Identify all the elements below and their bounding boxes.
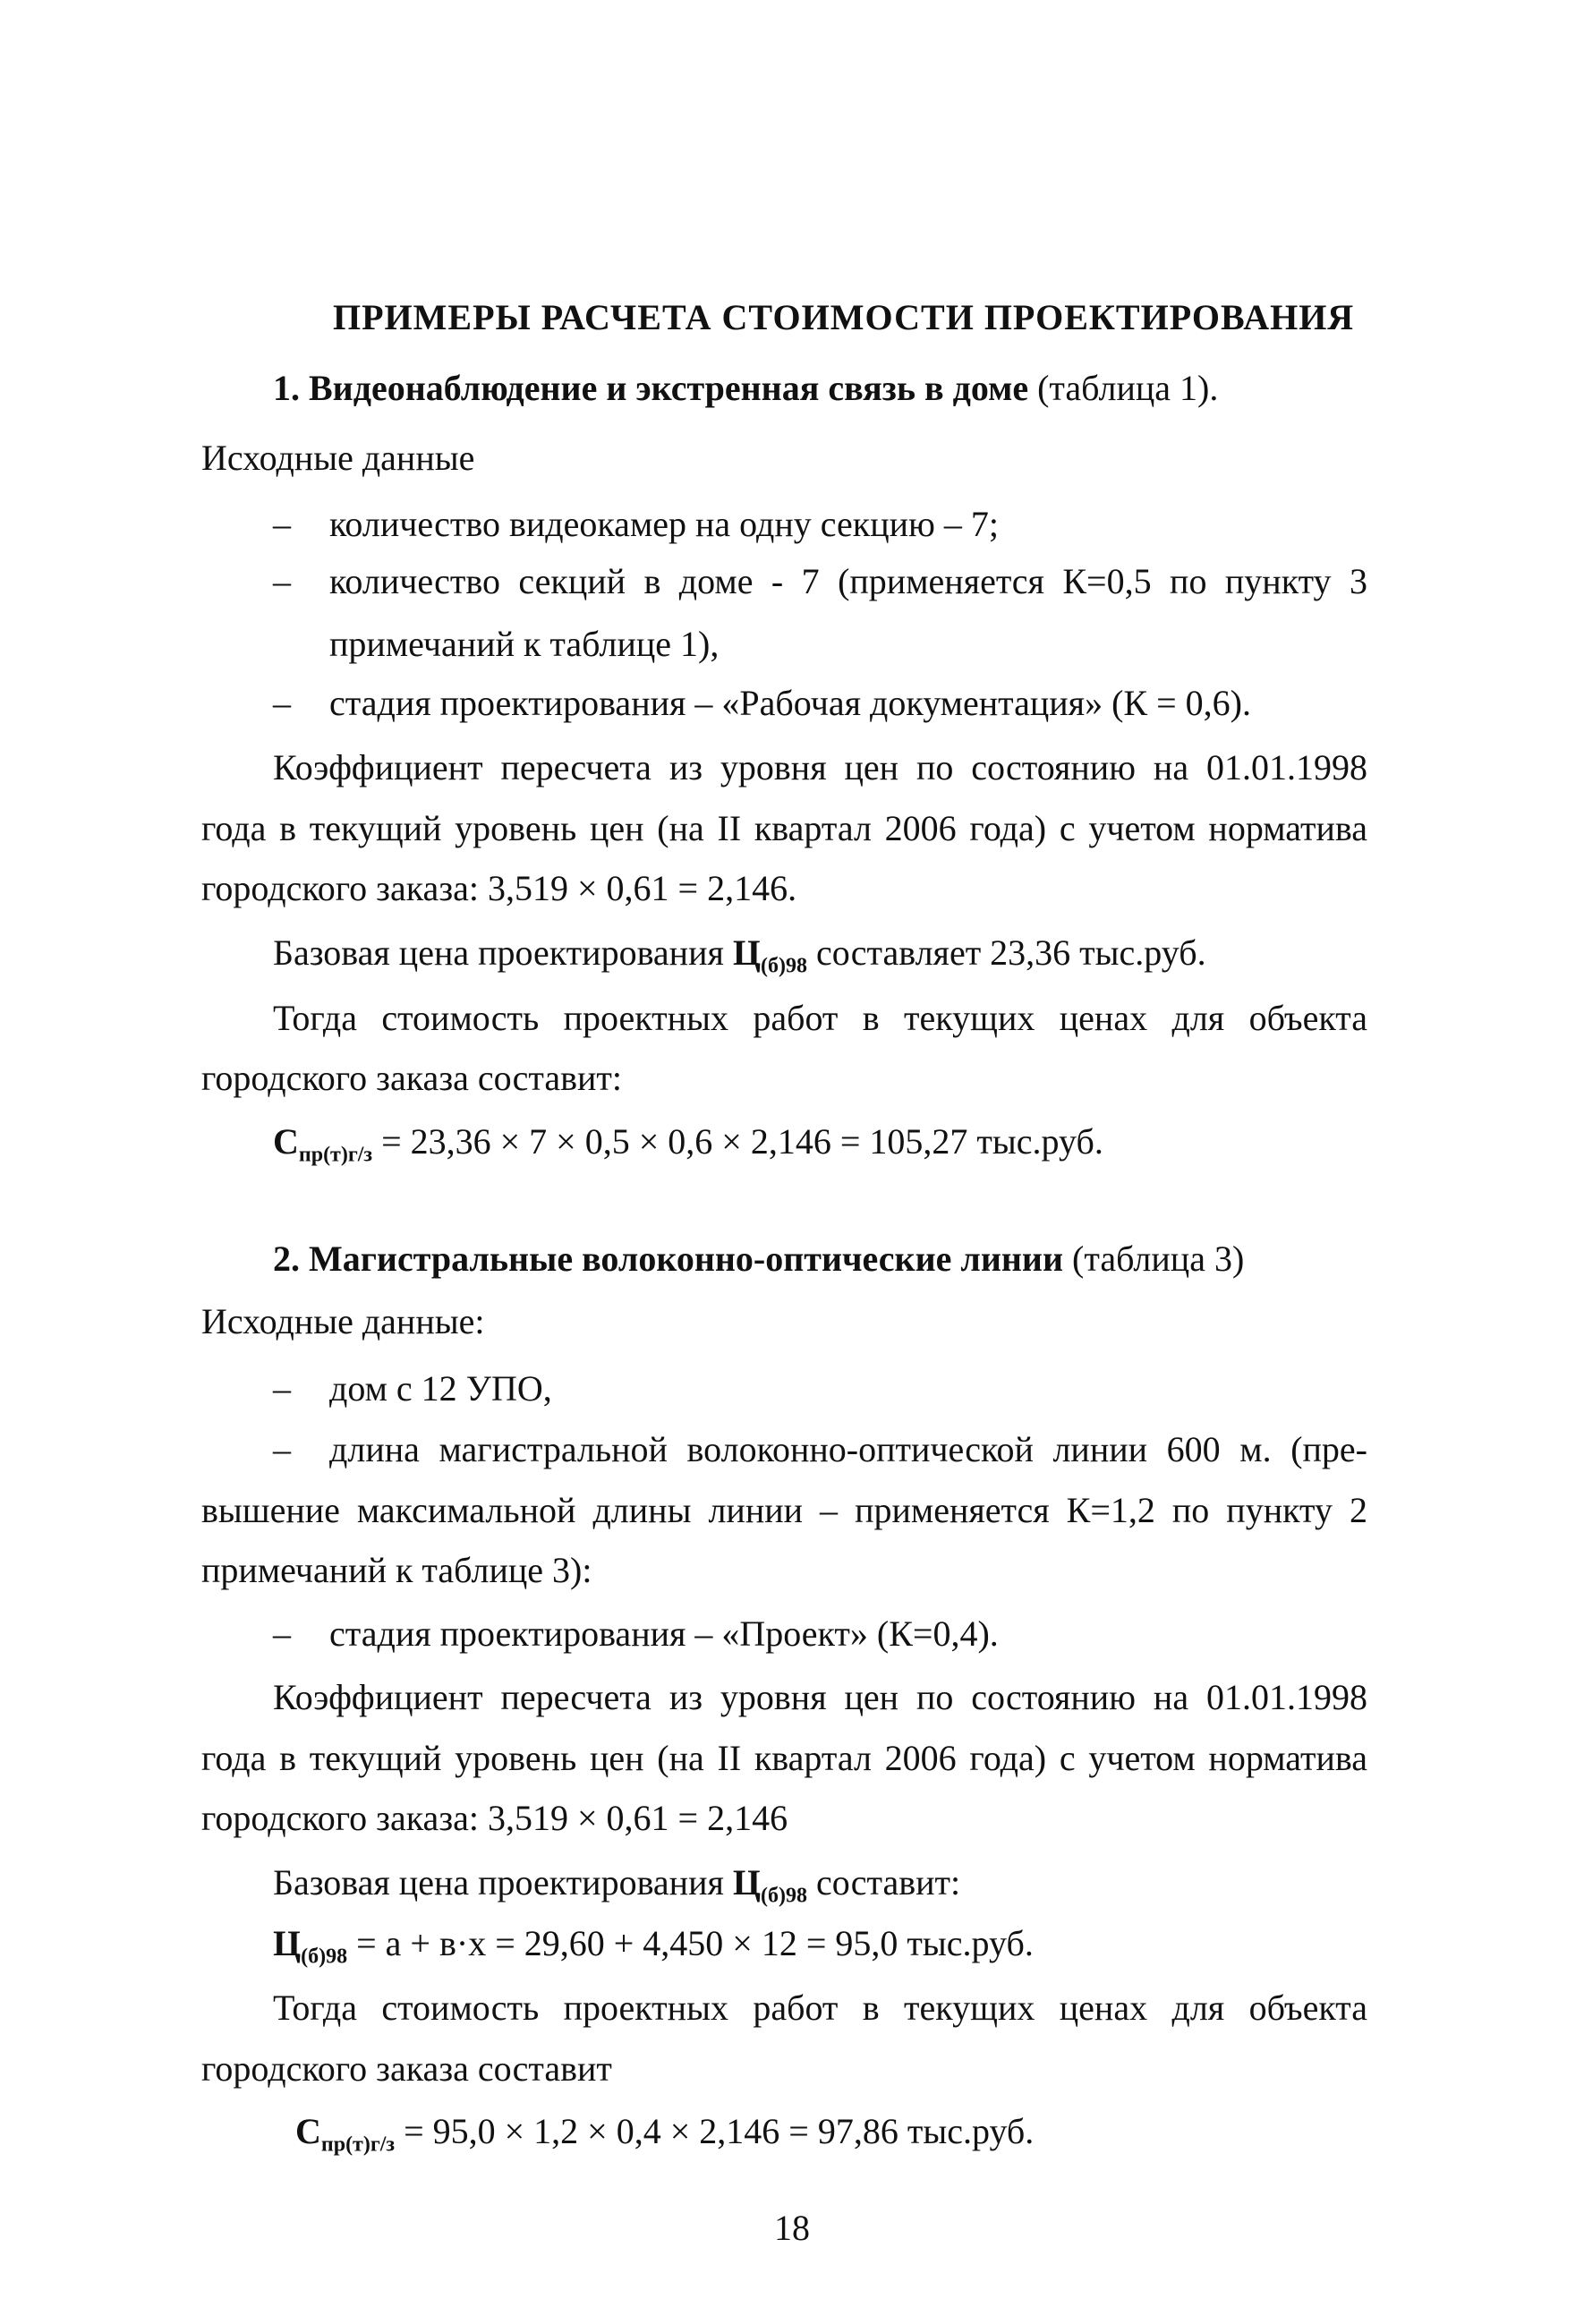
list-item-continuation: примечаний к таблице 3): xyxy=(201,1550,592,1590)
paragraph-line: Коэффициент пересчета из уровня цен по состоянию на 01.01.1998 xyxy=(273,747,1367,787)
paragraph-line: года в текущий уровень цен (на II квартал 2006 года) с учетом норматива xyxy=(201,1738,1367,1778)
section-2-heading-bold: 2. Магистральные волоконно-оптические линии xyxy=(273,1239,1064,1279)
base-price-tail: составляет 23,36 тыс.руб. xyxy=(807,932,1206,973)
paragraph-line: года в текущий уровень цен (на II квартал 2006 года) с учетом норматива xyxy=(201,808,1367,848)
base-price-formula xyxy=(273,1923,1034,1969)
list-item: стадия проектирования – «Проект» (К=0,4). xyxy=(329,1613,999,1654)
paragraph-line: городского заказа составит: xyxy=(201,1058,622,1098)
base-price-symbol: Ц xyxy=(732,1862,762,1903)
base-price-subscript: (б)98 xyxy=(761,1884,807,1908)
section-1-input-label: Исходные данные xyxy=(201,438,475,478)
section-1-heading xyxy=(273,370,1218,406)
list-dash: – xyxy=(273,683,291,723)
paragraph-line: Тогда стоимость проектных работ в текущих ценах для объекта xyxy=(273,998,1367,1038)
list-item-continuation: вышение максимальной длины линии – применяется К=1,2 по пункту 2 xyxy=(201,1490,1367,1530)
section-2-input-label: Исходные данные: xyxy=(201,1301,485,1341)
list-item-continuation: примечаний к таблице 1), xyxy=(329,624,720,664)
formula-tail: = а + в·х = 29,60 + 4,450 × 12 = 95,0 тыс.руб. xyxy=(347,1923,1034,1963)
result-subscript: пр(т)г/з xyxy=(320,2132,396,2157)
list-dash: – xyxy=(273,1613,291,1654)
paragraph-line: Коэффициент пересчета из уровня цен по состоянию на 01.01.1998 xyxy=(273,1677,1367,1717)
paragraph-line: городского заказа: 3,519 × 0,61 = 2,146. xyxy=(201,868,797,908)
page-number: 18 xyxy=(774,2208,810,2248)
result-symbol: С xyxy=(295,2111,321,2151)
list-dash: – xyxy=(273,504,291,544)
list-item: количество секций в доме - 7 (применяется К=0,5 по пункту 3 xyxy=(329,561,1367,601)
list-item: длина магистральной волоконно-оптической линии 600 м. (пре- xyxy=(329,1429,1367,1469)
list-dash: – xyxy=(273,1429,291,1469)
base-price-line xyxy=(273,932,1206,978)
list-item: дом с 12 УПО, xyxy=(329,1368,552,1409)
result-formula xyxy=(295,2111,1035,2157)
result-tail: = 23,36 × 7 × 0,5 × 0,6 × 2,146 = 105,27 тыс.руб. xyxy=(372,1121,1103,1162)
base-price-tail: составит: xyxy=(807,1862,961,1903)
paragraph-line: городского заказа: 3,519 × 0,61 = 2,146 xyxy=(201,1798,788,1838)
base-price-line xyxy=(273,1862,961,1908)
list-dash: – xyxy=(273,1368,291,1409)
result-formula xyxy=(273,1121,1103,1167)
section-2-heading-tail: (таблица 3) xyxy=(1063,1239,1245,1279)
base-price-text: Базовая цена проектирования xyxy=(273,1862,733,1903)
list-item: стадия проектирования – «Рабочая документация» (К = 0,6). xyxy=(329,683,1251,723)
formula-subscript: (б)98 xyxy=(301,1945,348,1969)
base-price-subscript: (б)98 xyxy=(761,954,807,978)
base-price-text: Базовая цена проектирования xyxy=(273,932,733,973)
formula-symbol: Ц xyxy=(273,1923,302,1963)
section-1-heading-bold: 1. Видеонаблюдение и экстренная связь в доме xyxy=(273,368,1029,408)
paragraph-line: Тогда стоимость проектных работ в текущих ценах для объекта xyxy=(273,1988,1367,2028)
result-tail: = 95,0 × 1,2 × 0,4 × 2,146 = 97,86 тыс.руб. xyxy=(395,2111,1035,2151)
paragraph-line: городского заказа составит xyxy=(201,2048,612,2089)
list-item: количество видеокамер на одну секцию – 7; xyxy=(329,504,1000,544)
section-2-heading xyxy=(273,1241,1244,1277)
result-subscript: пр(т)г/з xyxy=(298,1143,373,1167)
list-dash: – xyxy=(273,561,291,601)
page-title: ПРИМЕРЫ РАСЧЕТА СТОИМОСТИ ПРОЕКТИРОВАНИЯ xyxy=(333,297,1355,337)
result-symbol: С xyxy=(273,1121,299,1162)
base-price-symbol: Ц xyxy=(732,932,762,973)
section-1-heading-tail: (таблица 1). xyxy=(1028,368,1219,408)
